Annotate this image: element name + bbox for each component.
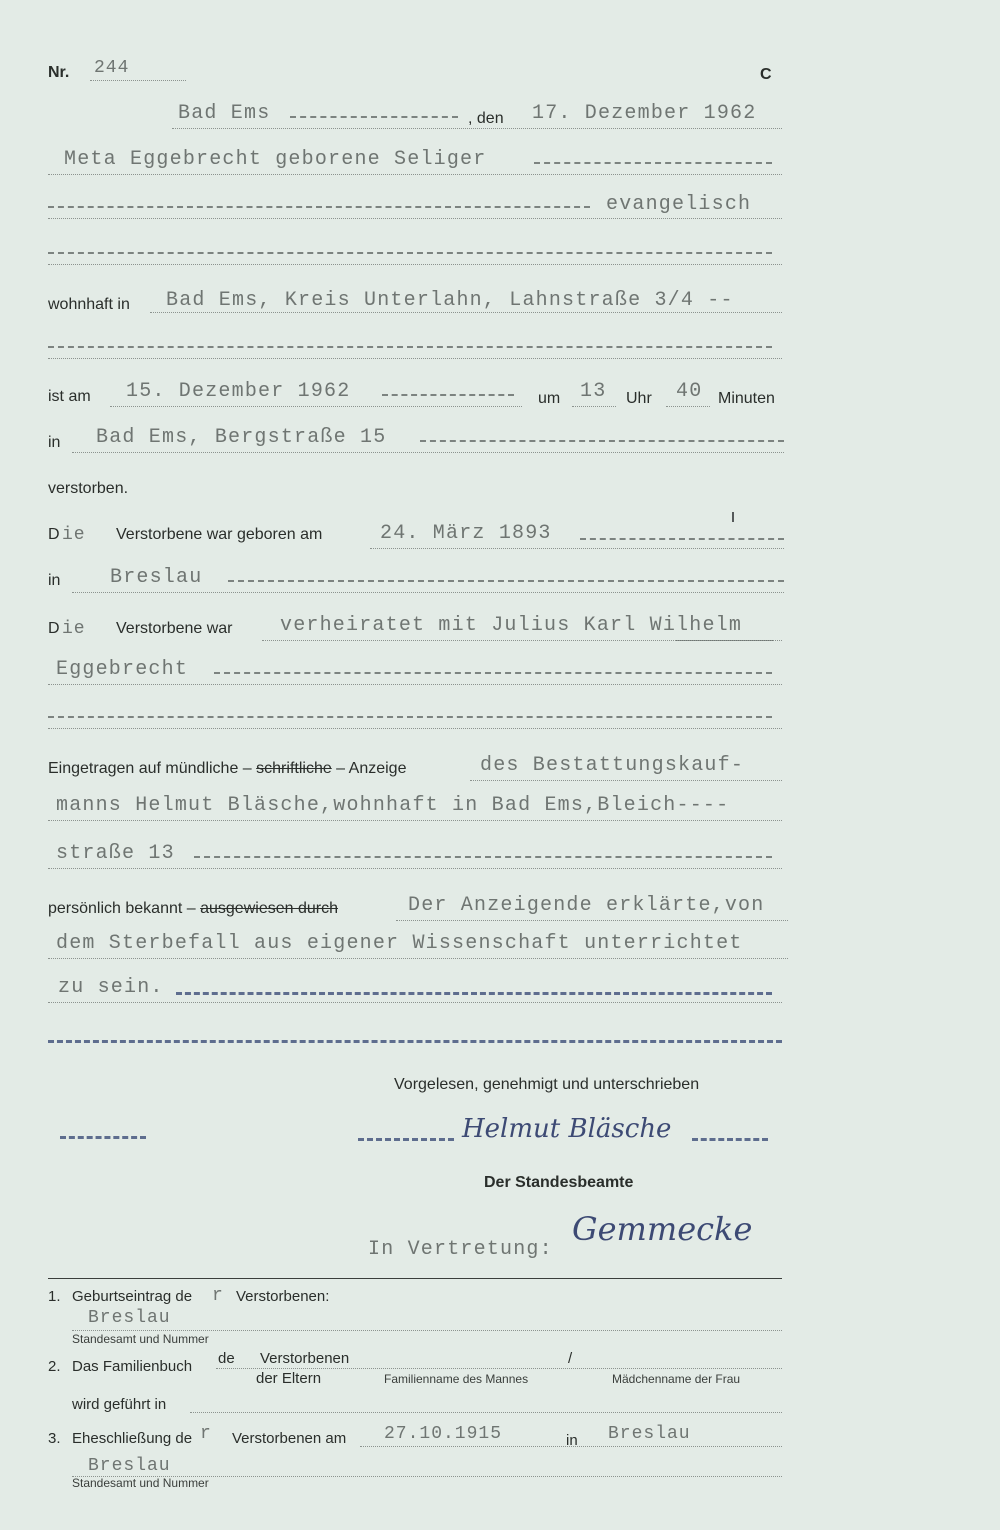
marriage-filler-3 (48, 716, 772, 718)
identity-line-3 (48, 1002, 782, 1003)
address-line (150, 312, 782, 313)
uhr-label: Uhr (626, 390, 652, 407)
eingetragen-label: Eingetragen auf mündliche – schriftliche – Anzeige (48, 760, 407, 777)
religion: evangelisch (606, 193, 752, 216)
item2-opt1: de (218, 1350, 235, 1367)
read-approved-label: Vorgelesen, genehmigt und unterschrieben (394, 1076, 700, 1093)
stray-mark (732, 512, 734, 522)
left-filler (60, 1136, 146, 1139)
marriage-filler-2 (214, 672, 772, 674)
registration-date: 17. Dezember 1962 (532, 102, 757, 125)
birth-prefix-d: D (48, 526, 60, 543)
birth-prefix-typed: ie (62, 525, 86, 545)
place-date-line (172, 128, 782, 129)
vertretung-label: In Vertretung: (368, 1238, 553, 1261)
death-date-filler (382, 394, 514, 396)
nr-label: Nr. (48, 64, 70, 81)
um-label: um (538, 390, 561, 407)
wird-gefuehrt-label: wird geführt in (72, 1396, 167, 1413)
marriage-place: Breslau (608, 1424, 691, 1444)
item2-number: 2. (48, 1358, 61, 1375)
identity-text-2: dem Sterbefall aus eigener Wissenschaft unterrichtet (56, 932, 743, 955)
death-place-filler (420, 440, 784, 442)
birth-place-filler (228, 580, 784, 582)
registration-text-1: des Bestattungskauf- (480, 754, 745, 777)
item1-value: Breslau (88, 1308, 171, 1328)
marriage-date: 27.10.1915 (384, 1424, 503, 1444)
marriage-prefix-d: D (48, 620, 60, 637)
item3-label: Eheschließung de (72, 1430, 193, 1447)
birth-place: Breslau (110, 566, 203, 589)
blank-filler-1 (48, 252, 772, 254)
birth-in-label: in (48, 572, 61, 589)
blank-line-1 (48, 264, 782, 265)
address-line-2 (48, 358, 782, 359)
item2-line-2 (190, 1412, 782, 1413)
death-hour: 13 (580, 380, 607, 403)
item3-line (360, 1446, 782, 1447)
birth-date-filler (580, 538, 784, 540)
item1-label2: Verstorbenen: (236, 1288, 330, 1305)
place-filler (290, 116, 458, 118)
identity-filler-3 (176, 992, 772, 995)
item3-number: 3. (48, 1430, 61, 1447)
official-title: Der Standesbeamte (484, 1174, 634, 1191)
marriage-prefix-typed: ie (62, 619, 86, 639)
place: Bad Ems (178, 102, 271, 125)
religion-line (48, 218, 782, 219)
registration-line-1 (470, 780, 782, 781)
minuten-label: Minuten (718, 390, 775, 407)
identity-line-1 (396, 920, 788, 921)
deceased-address: Bad Ems, Kreis Unterlahn, Lahnstraße 3/4 -- (166, 289, 734, 312)
hour-line (572, 406, 616, 407)
name-line (48, 174, 782, 175)
death-place-line (72, 452, 784, 453)
death-minutes: 40 (676, 380, 703, 403)
death-date-line (110, 406, 522, 407)
death-date: 15. Dezember 1962 (126, 380, 351, 403)
verstorben-label: verstorben. (48, 480, 129, 497)
marriage-line-2 (48, 684, 782, 685)
deceased-name: Meta Eggebrecht geborene Seliger (64, 148, 487, 171)
item2-slash: / (568, 1350, 573, 1367)
standesamt-label-2: Standesamt und Nummer (72, 1476, 209, 1490)
maedchenname-label: Mädchenname der Frau (612, 1372, 741, 1386)
name-filler (534, 162, 772, 164)
registration-filler-3 (194, 856, 772, 858)
anzeige-text: Anzeige (348, 760, 407, 777)
signature-filler-right (692, 1138, 768, 1141)
informant-signature: Helmut Bläsche (462, 1114, 672, 1144)
eingetragen-text: Eingetragen auf mündliche (48, 760, 239, 777)
item1-line (72, 1330, 782, 1331)
marriage-text-2: Eggebrecht (56, 658, 189, 681)
religion-filler (48, 206, 590, 208)
wohnhaft-label: wohnhaft in (48, 296, 130, 313)
schriftliche-struck: schriftliche (256, 760, 332, 777)
identity-line-2 (48, 958, 788, 959)
familienname-label: Familienname des Mannes (384, 1372, 529, 1386)
registration-text-2: manns Helmut Bläsche,wohnhaft in Bad Ems,Bleich---- (56, 794, 730, 817)
item2-line (216, 1368, 782, 1369)
in-label: in (48, 434, 61, 451)
birth-label: Verstorbene war geboren am (116, 526, 323, 543)
address-filler (48, 346, 772, 348)
identity-text-1: Der Anzeigende erklärte,von (408, 894, 765, 917)
nr-dotted-line (90, 80, 186, 81)
registration-line-2 (48, 820, 782, 821)
registration-line-3 (48, 868, 782, 869)
registration-text-3: straße 13 (56, 842, 175, 865)
marriage-line-3 (48, 728, 782, 729)
marriage-label: Verstorbene war (116, 620, 233, 637)
item1-number: 1. (48, 1288, 61, 1305)
den-label: , den (468, 110, 504, 127)
persoenlich-label: persönlich bekannt – (48, 900, 196, 917)
item3-label2: Verstorbenen am (232, 1430, 347, 1447)
minutes-line (666, 406, 710, 407)
footer-divider (48, 1278, 782, 1279)
birth-place-line (72, 592, 784, 593)
signature-filler-left (358, 1138, 454, 1141)
item2-opt1-text: Verstorbenen (260, 1350, 350, 1367)
death-place: Bad Ems, Bergstraße 15 (96, 426, 387, 449)
standesamt-label-1: Standesamt und Nummer (72, 1332, 209, 1346)
marriage-text-1: verheiratet mit Julius Karl Wilhelm (280, 614, 743, 637)
item1-typed: r (212, 1286, 224, 1306)
item2-label: Das Familienbuch (72, 1358, 193, 1375)
identity-text-3: zu sein. (58, 976, 164, 999)
identity-filler-4 (48, 1040, 782, 1043)
ausgewiesen-struck: ausgewiesen durch (200, 900, 338, 917)
nr-value: 244 (94, 58, 130, 78)
item3-value: Breslau (88, 1456, 171, 1476)
corner-mark: C (760, 66, 772, 83)
item3-typed: r (200, 1424, 212, 1444)
birth-date-line (370, 548, 784, 549)
item3-in-label: in (566, 1432, 578, 1449)
official-signature: Gemmecke (572, 1210, 753, 1248)
marriage-line-1 (262, 640, 782, 641)
item2-opt2: der Eltern (256, 1370, 322, 1387)
birth-date: 24. März 1893 (380, 522, 552, 545)
identity-label-group (48, 900, 338, 918)
item1-label: Geburtseintrag de (72, 1288, 193, 1305)
ist-am-label: ist am (48, 388, 91, 405)
